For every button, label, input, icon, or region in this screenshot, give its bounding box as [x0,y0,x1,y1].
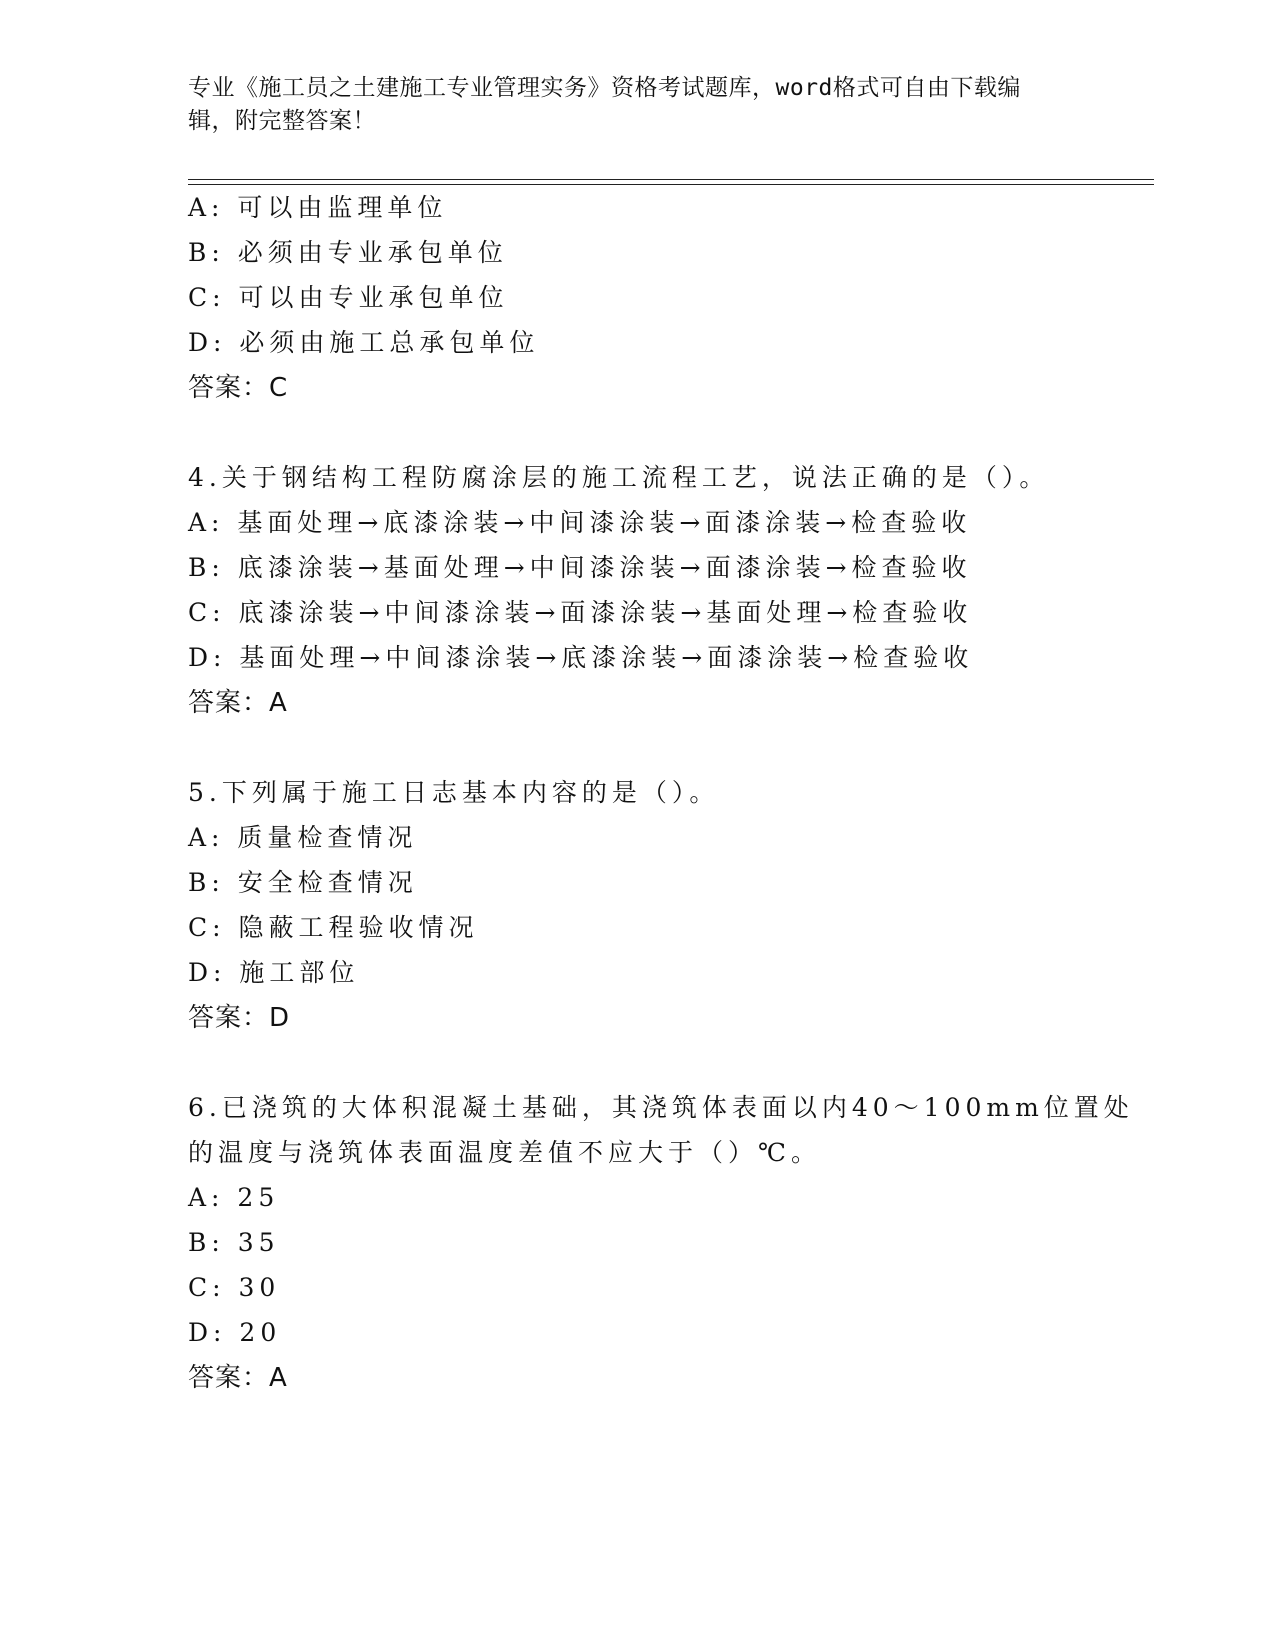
q4-answer: 答案：A [188,688,288,718]
header-rule-top [188,179,1154,180]
header-rule-bottom [188,184,1154,185]
q4-option-a: A: 基面处理→底漆涂装→中间漆涂装→面漆涂装→检查验收 [188,508,972,537]
q6-option-c: C: 30 [188,1273,281,1302]
q6-answer: 答案：A [188,1363,288,1393]
document-header [188,72,1068,138]
q3-option-d: D: 必须由施工总承包单位 [188,328,540,357]
q4-question: 4.关于钢结构工程防腐涂层的施工流程工艺，说法正确的是（）。 [188,463,1050,492]
q3-option-c: C: 可以由专业承包单位 [188,283,509,312]
q4-option-c: C: 底漆涂装→中间漆涂装→面漆涂装→基面处理→检查验收 [188,598,973,627]
q4-option-d: D: 基面处理→中间漆涂装→底漆涂装→面漆涂装→检查验收 [188,643,974,672]
q6-option-b: B: 35 [188,1228,280,1257]
q5-question: 5.下列属于施工日志基本内容的是（）。 [188,778,720,807]
q5-option-c: C: 隐蔽工程验收情况 [188,913,479,942]
header-line-1: 专业《施工员之土建施工专业管理实务》资格考试题库，word格式可自由下载编 [188,75,1021,101]
q3-option-b: B: 必须由专业承包单位 [188,238,508,267]
q5-option-b: B: 安全检查情况 [188,868,418,897]
q6-option-d: D: 20 [188,1318,282,1347]
q3-answer: 答案：C [188,373,289,403]
q6-option-a: A: 25 [188,1183,280,1212]
q6-question-line-2: 的温度与浇筑体表面温度差值不应大于（）℃。 [188,1138,821,1167]
header-line-2: 辑，附完整答案！ [188,108,376,134]
q5-option-d: D: 施工部位 [188,958,360,987]
q5-answer: 答案：D [188,1003,291,1033]
q6-question-line-1: 6.已浇筑的大体积混凝土基础，其浇筑体表面以内40～100mm位置处 [188,1093,1134,1122]
q5-option-a: A: 质量检查情况 [188,823,418,852]
q3-option-a: A: 可以由监理单位 [188,193,448,222]
q4-option-b: B: 底漆涂装→基面处理→中间漆涂装→面漆涂装→检查验收 [188,553,972,582]
